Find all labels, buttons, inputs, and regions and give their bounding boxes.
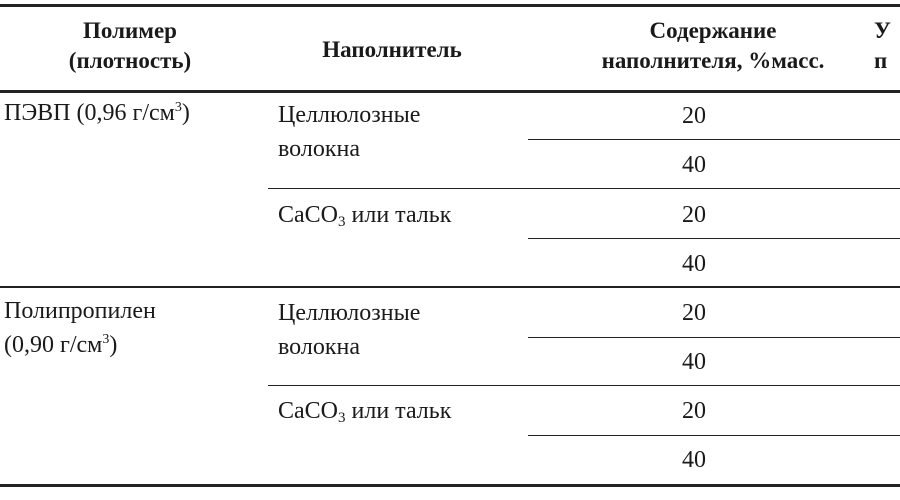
header-cut-column: У п [874, 18, 891, 73]
filler-content-value: 40 [682, 152, 706, 178]
header-bottom-rule [0, 90, 900, 93]
filler-name: Целлюлозные волокна [278, 300, 421, 360]
polymer-name: Полипропилен (0,90 $г/см^3$) [4, 298, 156, 358]
header-filler: Наполнитель [322, 37, 462, 62]
filler-name: Целлюлозные волокна [278, 102, 421, 162]
sub-row-rule [528, 238, 900, 239]
polymer-name: ПЭВП (0,96 $г/см^3$) [4, 100, 190, 126]
table-top-rule [0, 4, 900, 7]
filler-content-value: 20 [682, 300, 706, 326]
group-rule [268, 385, 900, 386]
sub-row-rule [528, 139, 900, 140]
table-bottom-rule [0, 484, 900, 487]
filler-content-value: 40 [682, 349, 706, 375]
filler-content-value: 20 [682, 103, 706, 129]
polymer-separator-rule [0, 286, 900, 288]
filler-content-value: 20 [682, 202, 706, 228]
filler-name: CaCO$_3$ или тальк [278, 398, 452, 426]
group-rule [268, 188, 900, 189]
filler-content-value: 40 [682, 251, 706, 277]
filler-content-value: 20 [682, 398, 706, 424]
sub-row-rule [528, 435, 900, 436]
header-filler-content: Содержание наполнителя, %масс. [601, 18, 825, 73]
header-polymer: Полимер (плотность) [68, 18, 192, 73]
sub-row-rule [528, 337, 900, 338]
filler-name: CaCO$_3$ или тальк [278, 202, 452, 230]
filler-content-value: 40 [682, 447, 706, 473]
